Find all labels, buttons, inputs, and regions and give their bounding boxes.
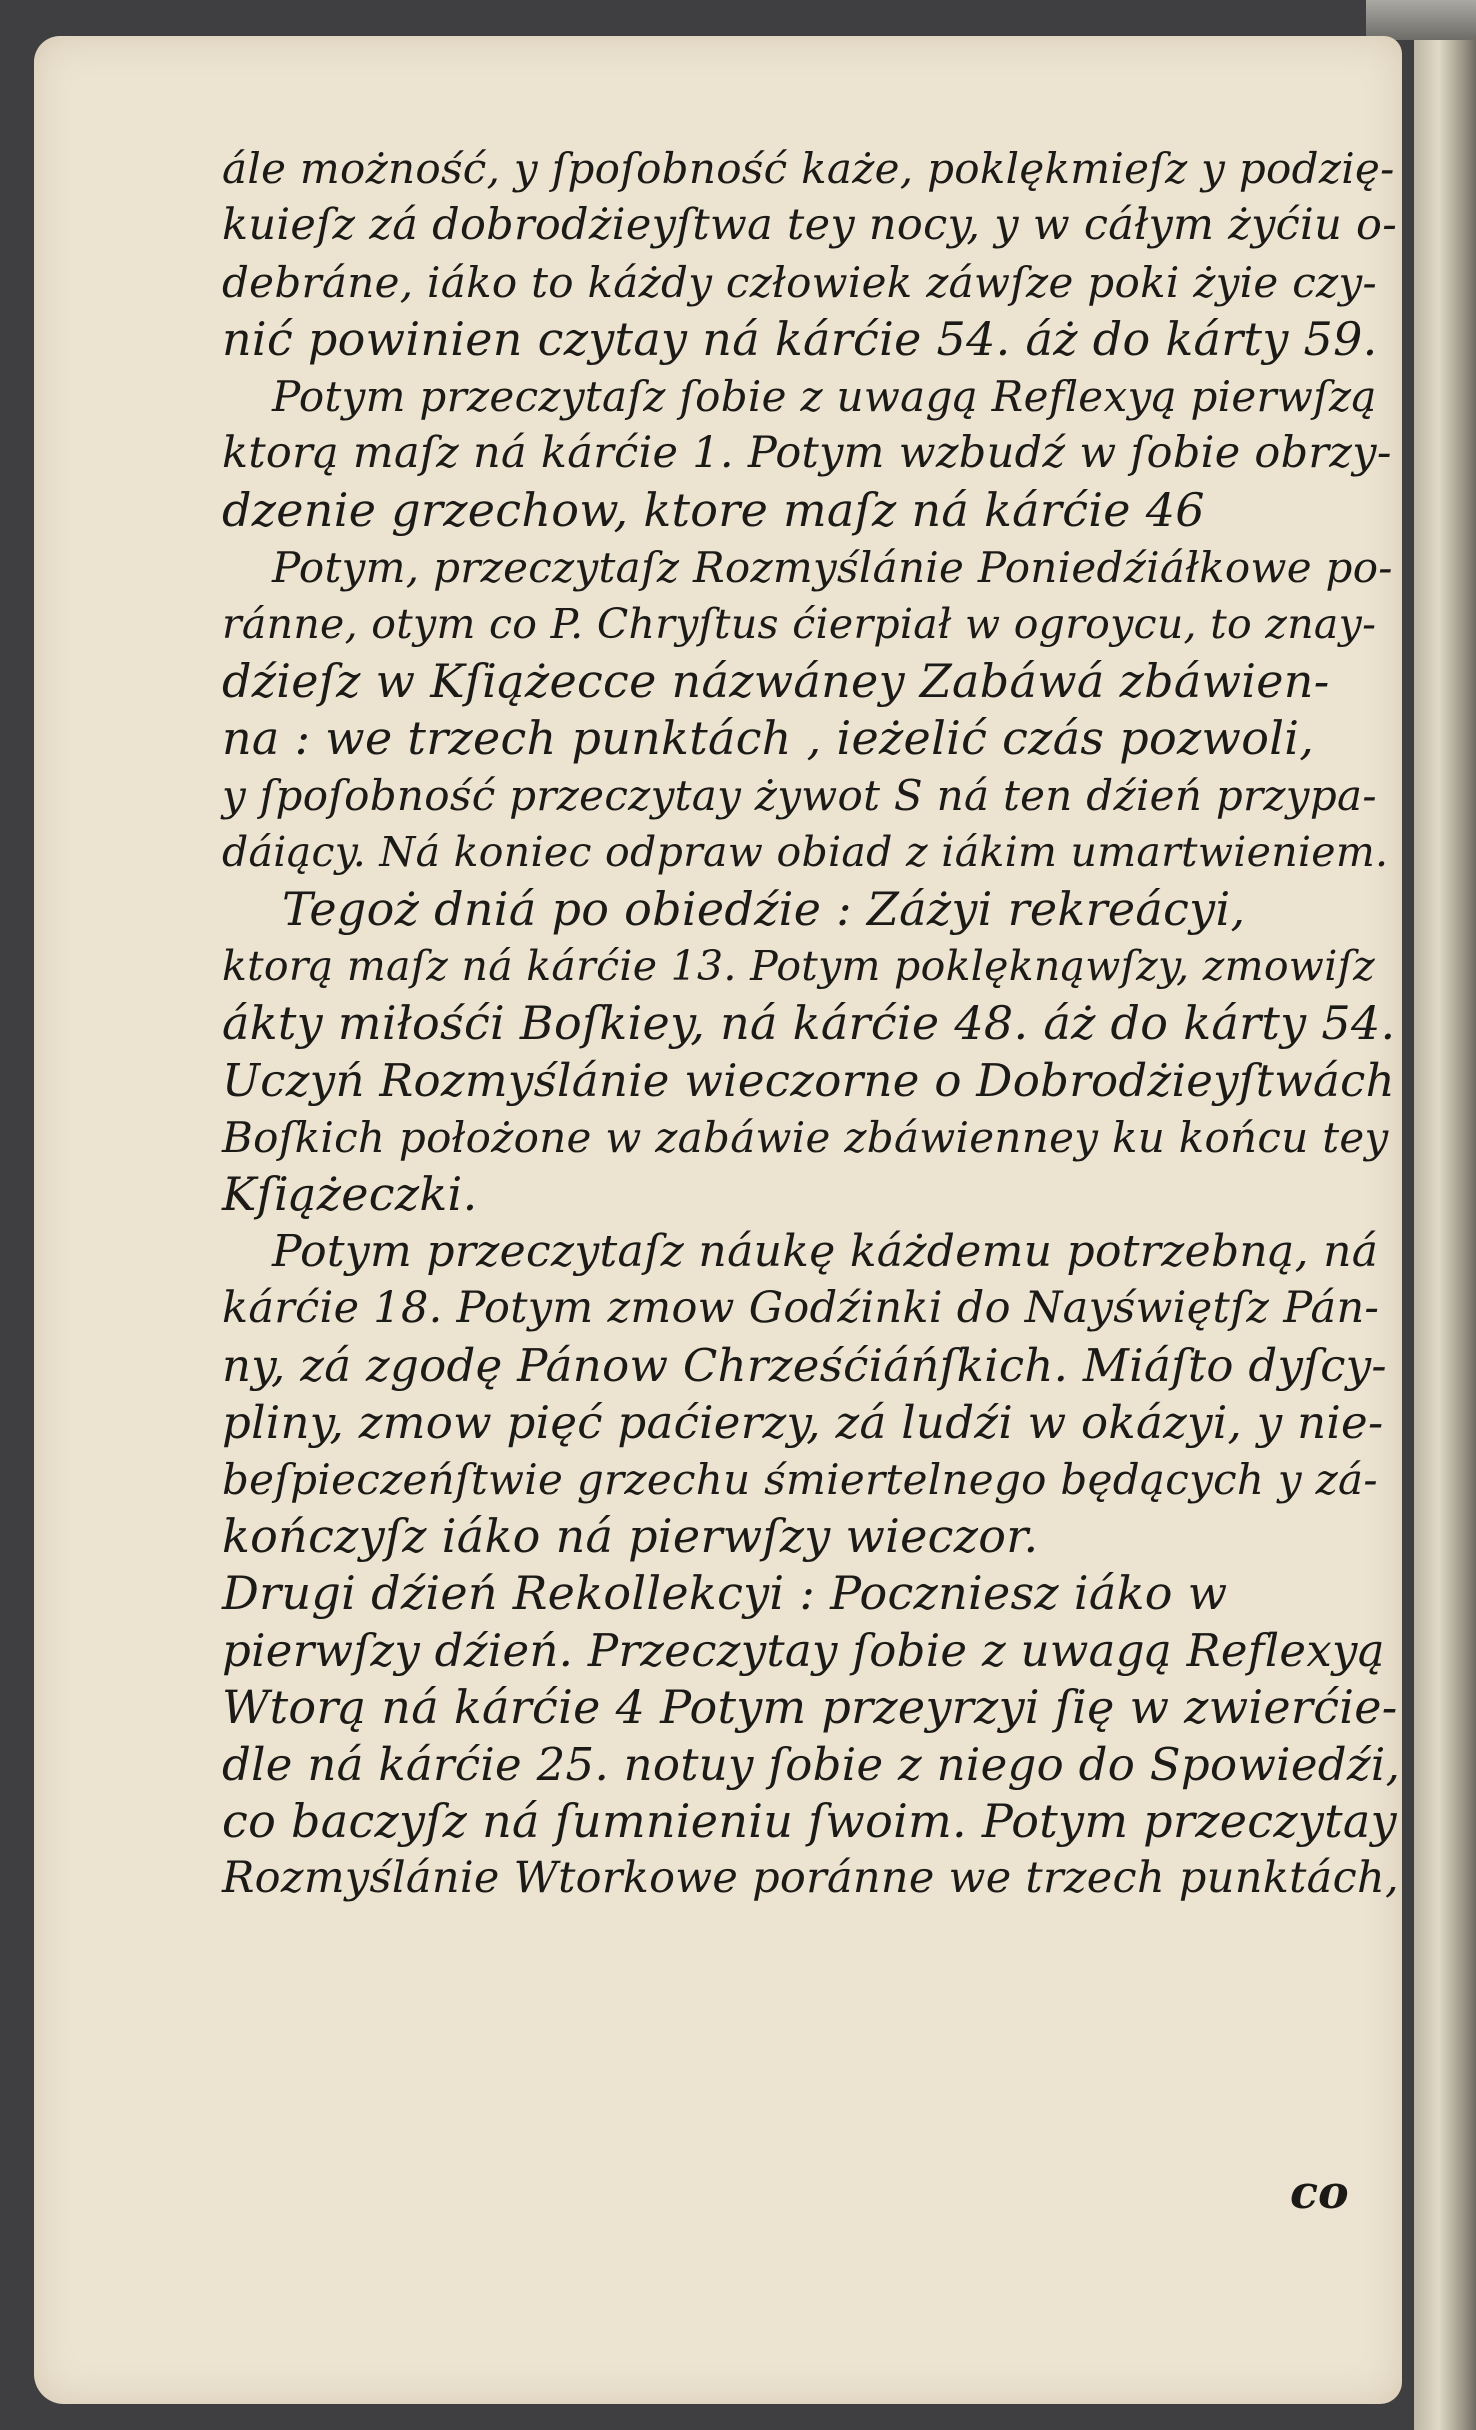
text-line: Tegoż dniá po obiedźie : Záżyi rekreácyi,	[282, 882, 1246, 936]
text-line: pierwſzy dźień. Przeczytay ſobie z uwagą Reflexyą	[222, 1624, 1385, 1677]
text-line: Potym przeczytaſz ſobie z uwagą Reflexyą pierwſzą	[272, 372, 1377, 421]
text-line: ktorą maſz ná kárćie 1. Potym wzbudź w ſobie obrzy-	[222, 428, 1392, 478]
text-line: dáiący. Ná koniec odpraw obiad z iákim umartwieniem.	[222, 828, 1389, 876]
text-line: dle ná kárćie 25. notuy ſobie z niego do Spowiedźi,	[222, 1738, 1401, 1791]
page-text	[222, 140, 1402, 1907]
text-line: Potym, przeczytaſz Rozmyślánie Poniedźiáłkowe po-	[272, 543, 1393, 592]
text-line: kończyſz iáko ná pierwſzy wieczor.	[222, 1509, 1039, 1563]
text-line: kárćie 18. Potym zmow Godźinki do Nayświętſz Pán-	[222, 1283, 1380, 1333]
text-line: beſpieczeńſtwie grzechu śmiertelnego będących y zá-	[222, 1455, 1378, 1504]
text-line: nić powinien czytay ná kárćie 54. áż do kárty 59.	[222, 312, 1378, 366]
text-line: Boſkich położone w zabáwie zbáwienney ku końcu tey	[222, 1113, 1389, 1162]
catchword: co	[1290, 2165, 1349, 2219]
book-spine	[1414, 0, 1476, 2430]
text-line: na : we trzech punktách , ieżelić czás pozwoli,	[222, 711, 1315, 765]
text-line: debráne, iáko to káżdy człowiek záwſze poki żyie czy-	[222, 258, 1377, 307]
text-line: co baczyſz ná ſumnieniu ſwoim. Potym przeczytay	[222, 1794, 1397, 1848]
text-line: Uczyń Rozmyślánie wieczorne o Dobrodżieyſtwách	[222, 1054, 1395, 1107]
text-line: kuieſz zá dobrodżieyſtwa tey nocy, y w cáłym żyćiu o-	[222, 200, 1398, 250]
text-line: pliny, zmow pięć paćierzy, zá ludźi w okázyi, y nie-	[222, 1396, 1384, 1449]
text-line: ákty miłośći Boſkiey, ná kárćie 48. áż do kárty 54.	[222, 996, 1396, 1050]
text-line: dźieſz w Kſiążecce názwáney Zabáwá zbáwien-	[222, 654, 1330, 708]
text-line: Drugi dźień Rekollekcyi : Poczniesz iáko w	[222, 1566, 1228, 1620]
text-line: ny, zá zgodę Pánow Chrześćiáńſkich. Miáſto dyſcy-	[222, 1339, 1387, 1392]
text-line: ále możność, y ſpoſobność każe, poklękmieſz y podzię-	[222, 144, 1395, 193]
text-line: y ſpoſobność przeczytay żywot S ná ten dźień przypa-	[222, 771, 1377, 820]
text-line: Wtorą ná kárćie 4 Potym przeyrzyi ſię w zwierćie-	[222, 1680, 1398, 1734]
text-line: ktorą maſz ná kárćie 13. Potym poklęknąwſzy, zmowiſz	[222, 942, 1375, 990]
text-line: dzenie grzechow, ktore maſz ná kárćie 46	[222, 483, 1205, 537]
text-line: Potym przeczytaſz náukę káżdemu potrzebną, ná	[272, 1226, 1379, 1277]
text-line: ránne, otym co P. Chryſtus ćierpiał w ogroycu, to znay-	[222, 600, 1377, 648]
text-line: Kſiążeczki.	[222, 1167, 478, 1221]
page-clip	[1366, 0, 1476, 40]
text-line: Rozmyślánie Wtorkowe poránne we trzech punktách,	[222, 1853, 1399, 1903]
